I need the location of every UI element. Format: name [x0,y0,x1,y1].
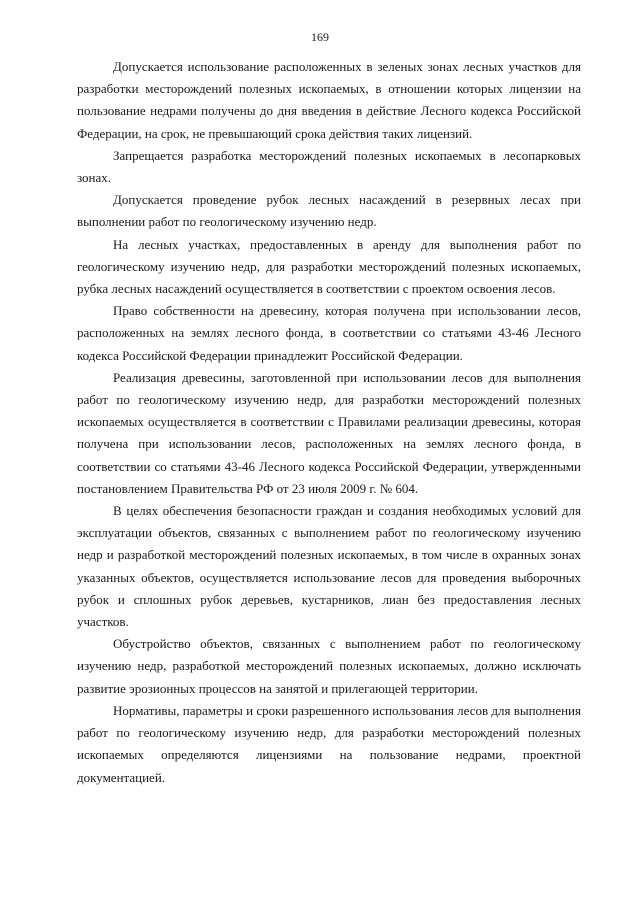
paragraph-timber-sale: Реализация древесины, заготовленной при использовании лесов для выполнения работ по геологическому изучению недр, для разработки месторождений полезных ископаемых осуществляется в соответствии с Правилами реализации древесины, которая получена при использовании лесов, расположенных на землях лесного фонда, в соответствии со статьями 43-46 Лесного кодекса Российской Федерации, утвержденными постановлением Правительства РФ от 23 июля 2009 г. № 604. [77,369,581,496]
paragraph-green-zones: Допускается использование расположенных в зеленых зонах лесных участков для разработки месторождений полезных ископаемых, в отношении которых лицензии на пользование недрами получены до дня введения в действие Лесного кодекса Российской Федерации, на срок, не превышающий срока действия таких лицензий. [77,59,581,141]
paragraph-safety-cuttings: В целях обеспечения безопасности граждан и создания необходимых условий для эксплуатации объектов, связанных с выполнением работ по геологическому изучению недр и разработкой месторождений полезных ископаемых, в том числе в охранных зонах указанных объектов, осуществляется использование лесов для проведения выборочных рубок и сплошных рубок деревьев, кустарников, лиан без предоставления лесных участков. [77,503,581,630]
paragraph-norms: Нормативы, параметры и сроки разрешенного использования лесов для выполнения работ по геологическому изучению недр, для разработки месторождений полезных ископаемых определяются лицензиями на пользование недрами, проектной документацией. [77,702,581,785]
paragraph-forest-park-ban: Запрещается разработка месторождений полезных ископаемых в лесопарковых зонах. [77,147,581,186]
paragraph-leased-plots: На лесных участках, предоставленных в аренду для выполнения работ по геологическому изучению недр, для разработки месторождений полезных ископаемых, рубка лесных насаждений осуществляется в соответствии с проектом освоения лесов. [77,236,581,297]
paragraph-reserve-forests: Допускается проведение рубок лесных насаждений в резервных лесах при выполнении работ по геологическому изучению недр. [77,192,581,230]
body-text [77,56,581,789]
paragraph-erosion: Обустройство объектов, связанных с выполнением работ по геологическому изучению недр, разработкой месторождений полезных ископаемых, должно исключать развитие эрозионных процессов на занятой и прилегающей территории. [77,636,581,696]
page-number: 169 [311,30,329,44]
paragraph-timber-ownership: Право собственности на древесину, которая получена при использовании лесов, расположенных на землях лесного фонда, в соответствии со статьями 43-46 Лесного кодекса Российской Федерации принадлежит Российской Федерации. [77,303,581,363]
